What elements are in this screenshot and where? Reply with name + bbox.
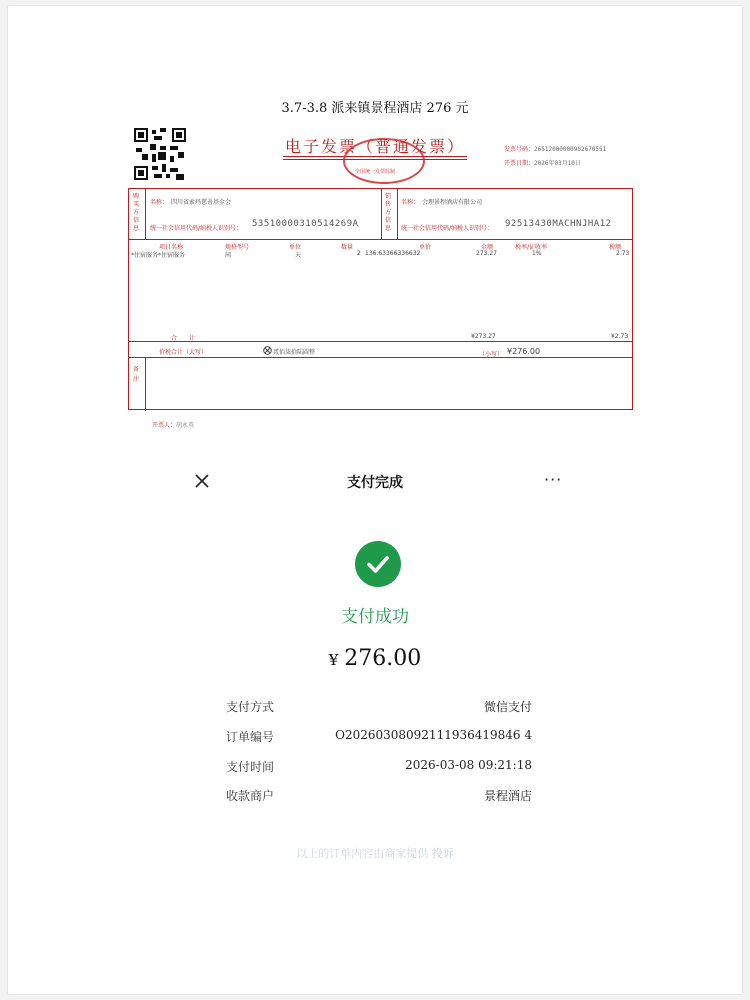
payment-method-value: 微信支付 [483, 700, 532, 714]
drawer [152, 420, 194, 429]
remark-label: 备注 [133, 366, 140, 383]
item-tax: 2.73 [616, 250, 630, 257]
total-tax: ¥2.73 [611, 333, 629, 340]
seller-name: 会理景程酒店有限公司 [422, 199, 483, 206]
col-tax: 税额 [609, 244, 622, 251]
buyer-tax-id: 53510000310514269A [252, 219, 359, 229]
amount-value: 276.00 [344, 646, 422, 671]
drawer-label: 开票人： [152, 422, 177, 429]
sum-label: 价税合计（大写） [159, 349, 208, 356]
item-spec: 间 [225, 252, 232, 259]
total-label: 合 计 [171, 335, 196, 342]
drawer-name: 胡永英 [176, 422, 195, 429]
sum-small: ¥276.00 [507, 347, 541, 356]
invoice-number-label: 发票号码： [504, 146, 535, 153]
invoice-date-label: 开票日期： [504, 160, 535, 167]
sum-small-label: （小写） [479, 351, 504, 358]
col-unit: 单位 [289, 244, 302, 251]
item-unit: 天 [295, 252, 302, 259]
item-amount: 273.27 [476, 250, 497, 257]
sum-words: 贰佰柒拾陆圆整 [273, 349, 316, 356]
col-amount: 金额 [481, 244, 494, 251]
seller-name-label: 名称： [401, 199, 420, 206]
payment-status: 支付成功 [341, 607, 409, 627]
document-title: 3.7-3.8 派来镇景程酒店 276 元 [281, 101, 469, 116]
invoice-number-value: 26512000000902670551 [534, 146, 607, 153]
invoice-title: 电子发票（普通发票） [285, 137, 466, 156]
seller-side-label: 销售方信息 [385, 193, 392, 232]
merchant-label: 收款商户 [226, 789, 275, 803]
buyer-name-label: 名称： [150, 199, 169, 206]
total-amount: ¥273.27 [471, 333, 496, 340]
buyer-tax-label: 统一社会信用代码/纳税人识别号： [150, 225, 243, 232]
cross-circle-icon [263, 346, 272, 355]
invoice-number [504, 144, 606, 153]
item-name: *住宿服务*住宿服务 [131, 252, 186, 259]
invoice-date-value: 2026年03月10日 [534, 160, 581, 167]
payment-time-label: 支付时间 [226, 760, 275, 774]
footer-text: 以上的订单内容由商家提供 [296, 847, 429, 860]
order-number-label: 订单编号 [226, 730, 275, 744]
payment-amount [0, 646, 750, 671]
seller-tax-id: 92513430MACHNJHA12 [505, 219, 612, 229]
nav-title: 支付完成 [347, 475, 403, 491]
invoice-table [128, 188, 633, 410]
item-rate: 1% [532, 250, 542, 257]
payment-method-label: 支付方式 [226, 700, 275, 714]
col-qty: 数量 [341, 244, 354, 251]
buyer-side-label: 购买方信息 [133, 193, 140, 232]
success-check-icon [355, 541, 401, 587]
more-icon[interactable]: ··· [544, 470, 563, 489]
invoice-date [504, 158, 581, 167]
item-price: 136.63366336632 [365, 250, 421, 257]
currency-symbol: ¥ [328, 651, 339, 669]
footer-note [0, 845, 750, 861]
item-qty: 2 [357, 250, 361, 257]
order-number-value: O20260308092111936419846 4 [335, 728, 532, 742]
col-item-name: 项目名称 [159, 244, 184, 251]
official-seal [343, 138, 425, 184]
payment-time-value: 2026-03-08 09:21:18 [405, 758, 532, 772]
qr-code-icon [134, 128, 186, 180]
col-spec: 规格型号 [225, 244, 250, 251]
complaint-link[interactable]: 投诉 [431, 847, 454, 860]
merchant-value: 景程酒店 [483, 789, 532, 803]
seal-text: 全国统一发票监制 [355, 169, 396, 175]
seller-tax-label: 统一社会信用代码/纳税人识别号： [401, 225, 494, 232]
col-rate: 税率/征收率 [515, 244, 548, 251]
col-price: 单价 [419, 244, 432, 251]
buyer-name: 四川省索玛慈善基金会 [171, 199, 232, 206]
